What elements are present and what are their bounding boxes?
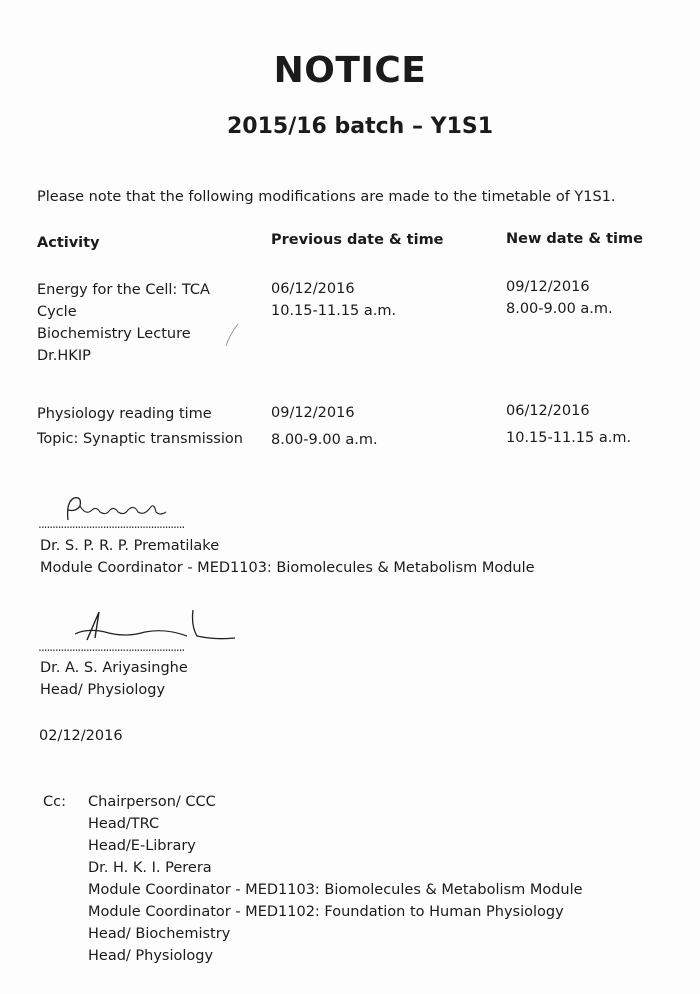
- cc-item: Head/ Biochemistry: [88, 926, 231, 942]
- cc-item: Dr. H. K. I. Perera: [88, 860, 212, 876]
- table-row: [37, 279, 210, 367]
- header-previous: Previous date & time: [271, 232, 444, 248]
- cc-item: Head/E-Library: [88, 838, 196, 854]
- previous-time: 8.00-9.00 a.m.: [271, 432, 378, 448]
- cc-label: Cc:: [43, 794, 66, 810]
- cc-item: Head/TRC: [88, 816, 160, 832]
- signature-line: ....................................................: [38, 517, 185, 531]
- activity-line: Cycle: [37, 304, 77, 320]
- new-cell: [506, 276, 613, 320]
- previous-time: 10.15-11.15 a.m.: [271, 303, 397, 319]
- previous-cell: [271, 400, 378, 454]
- previous-date: 09/12/2016: [271, 405, 355, 421]
- cc-item: Module Coordinator - MED1103: Biomolecules & Metabolism Module: [88, 882, 583, 898]
- activity-line: Energy for the Cell: TCA: [37, 282, 210, 298]
- cc-list: [88, 791, 583, 967]
- previous-cell: [271, 278, 396, 322]
- header-new: New date & time: [506, 231, 643, 247]
- signatory-name: Dr. A. S. Ariyasinghe: [40, 660, 188, 676]
- signature-line: ....................................................: [38, 640, 185, 654]
- new-date: 09/12/2016: [506, 279, 590, 295]
- new-date: 06/12/2016: [506, 403, 590, 419]
- table-row: [37, 402, 243, 452]
- activity-line: Topic: Synaptic transmission: [37, 431, 243, 447]
- previous-date: 06/12/2016: [271, 281, 355, 297]
- cc-item: Module Coordinator - MED1102: Foundation to Human Physiology: [88, 904, 564, 920]
- signatory-role: Module Coordinator - MED1103: Biomolecules & Metabolism Module: [40, 560, 535, 576]
- new-time: 8.00-9.00 a.m.: [506, 301, 613, 317]
- header-activity: Activity: [37, 235, 100, 251]
- new-cell: [506, 398, 631, 452]
- signatory-name: Dr. S. P. R. P. Prematilake: [40, 538, 220, 554]
- activity-line: Biochemistry Lecture: [37, 326, 191, 342]
- pen-mark: [222, 322, 242, 350]
- intro-text: Please note that the following modifications are made to the timetable of Y1S1.: [37, 189, 616, 205]
- activity-line: Physiology reading time: [37, 406, 212, 422]
- new-time: 10.15-11.15 a.m.: [506, 430, 632, 446]
- cc-item: Head/ Physiology: [88, 948, 214, 964]
- cc-item: Chairperson/ CCC: [88, 794, 216, 810]
- notice-title: NOTICE: [273, 50, 427, 91]
- notice-subtitle: 2015/16 batch – Y1S1: [226, 114, 494, 139]
- signatory-role: Head/ Physiology: [40, 682, 166, 698]
- activity-line: Dr.HKIP: [37, 348, 91, 364]
- notice-date: 02/12/2016: [39, 728, 123, 744]
